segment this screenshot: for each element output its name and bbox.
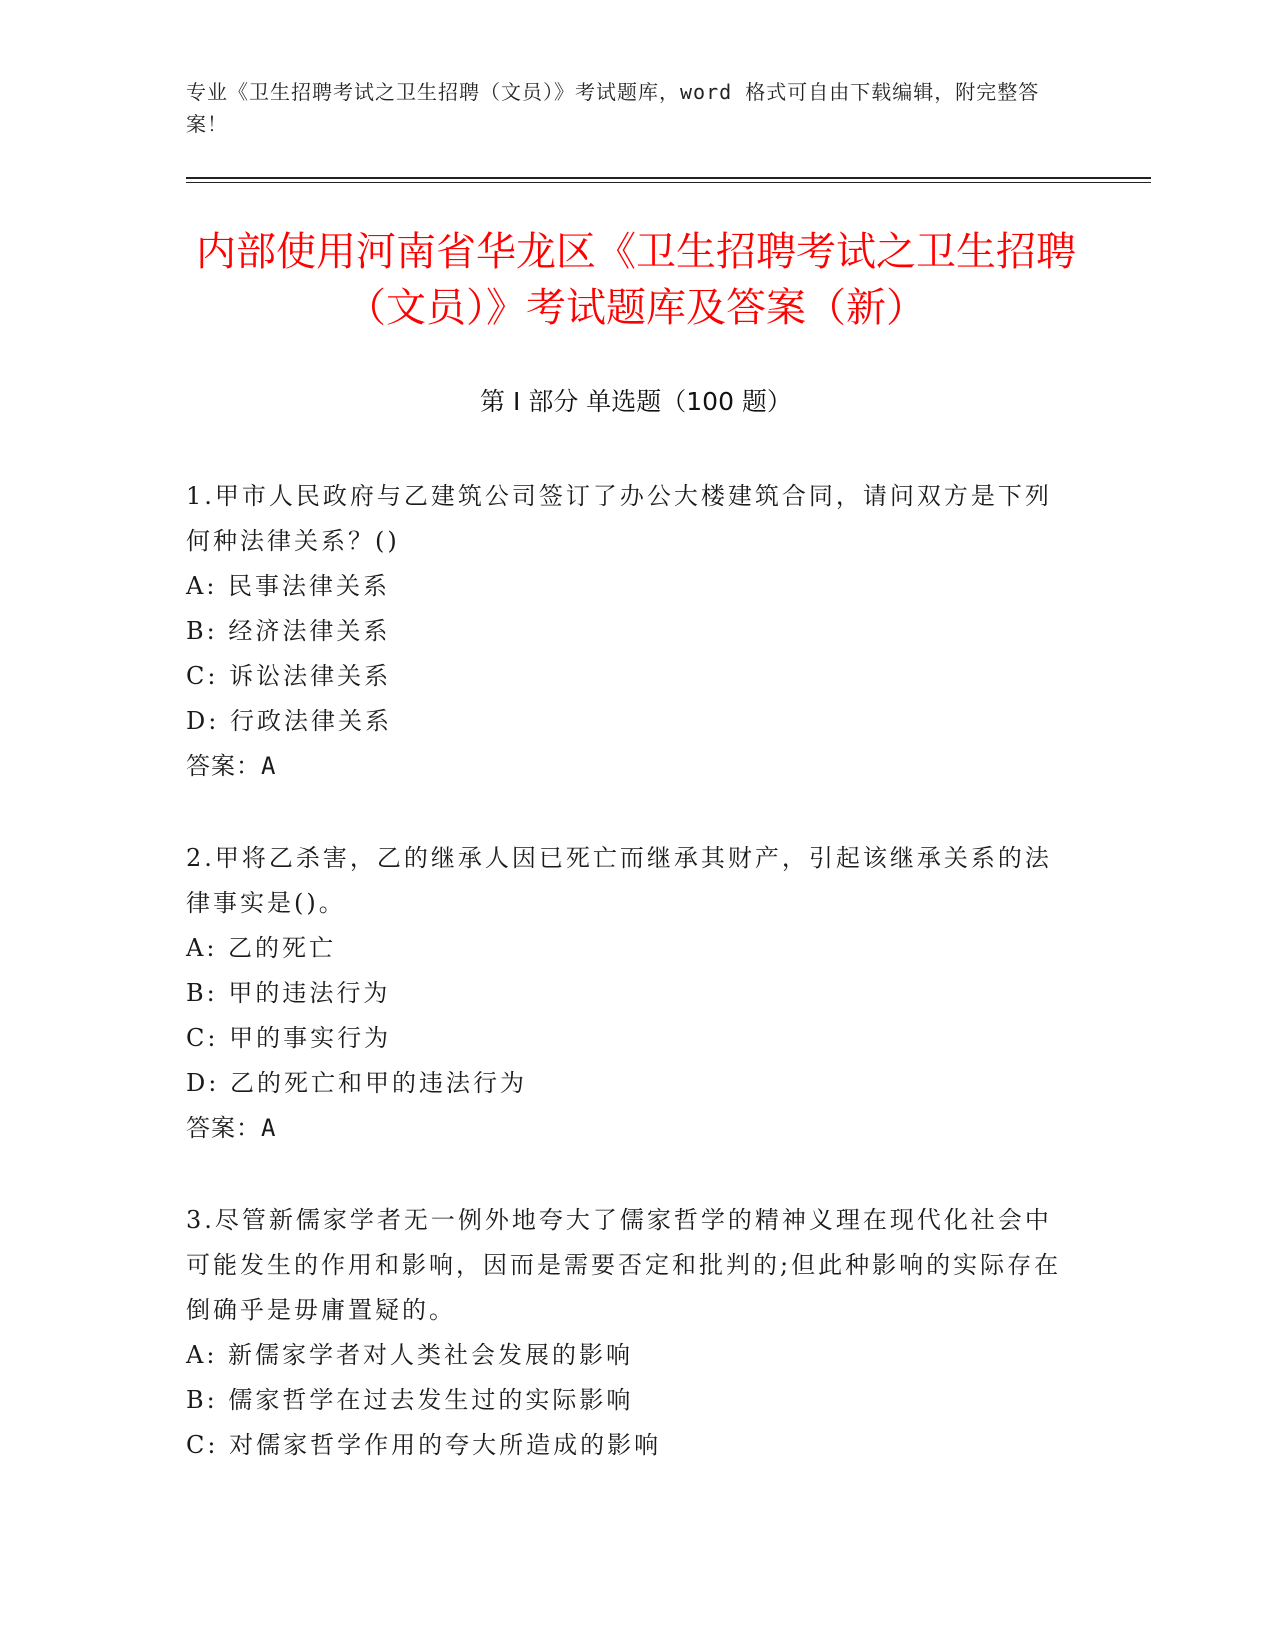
option-c: C: 甲的事实行为 [186, 1024, 392, 1052]
section-title: 第 I 部分 单选题（100 题） [480, 387, 792, 416]
answer-label: 答案： [186, 752, 261, 780]
question-1 [186, 474, 1066, 789]
answer-line [186, 1106, 1066, 1151]
question-stem: 1.甲市人民政府与乙建筑公司签订了办公大楼建筑合同，请问双方是下列何种法律关系？() [186, 482, 1052, 555]
option-c: C: 诉讼法律关系 [186, 662, 392, 690]
option-b: B: 儒家哲学在过去发生过的实际影响 [186, 1386, 634, 1414]
header-divider [186, 177, 1151, 179]
option-a: A: 乙的死亡 [186, 934, 337, 962]
option-c: C: 对儒家哲学作用的夸大所造成的影响 [186, 1431, 662, 1459]
answer-value: A [261, 1114, 277, 1142]
answer-value: A [261, 752, 277, 780]
option-d: D: 行政法律关系 [186, 707, 392, 735]
answer-line [186, 744, 1066, 789]
header-note: 专业《卫生招聘考试之卫生招聘（文员）》考试题库，word 格式可自由下载编辑，附完整答案！ [186, 80, 1040, 136]
answer-label: 答案： [186, 1114, 261, 1142]
question-3 [186, 1198, 1066, 1468]
option-d: D: 乙的死亡和甲的违法行为 [186, 1069, 527, 1097]
question-stem: 3.尽管新儒家学者无一例外地夸大了儒家哲学的精神义理在现代化社会中可能发生的作用和影响，因而是需要否定和批判的;但此种影响的实际存在倒确乎是毋庸置疑的。 [186, 1206, 1062, 1324]
option-a: A: 新儒家学者对人类社会发展的影响 [186, 1341, 634, 1369]
question-2 [186, 836, 1066, 1151]
document-title: 内部使用河南省华龙区《卫生招聘考试之卫生招聘（文员）》考试题库及答案（新） [196, 229, 1076, 331]
option-b: B: 经济法律关系 [186, 617, 391, 645]
header-divider-thin [186, 182, 1151, 183]
option-a: A: 民事法律关系 [186, 572, 391, 600]
question-stem: 2.甲将乙杀害，乙的继承人因已死亡而继承其财产，引起该继承关系的法律事实是()。 [186, 844, 1052, 917]
option-b: B: 甲的违法行为 [186, 979, 391, 1007]
